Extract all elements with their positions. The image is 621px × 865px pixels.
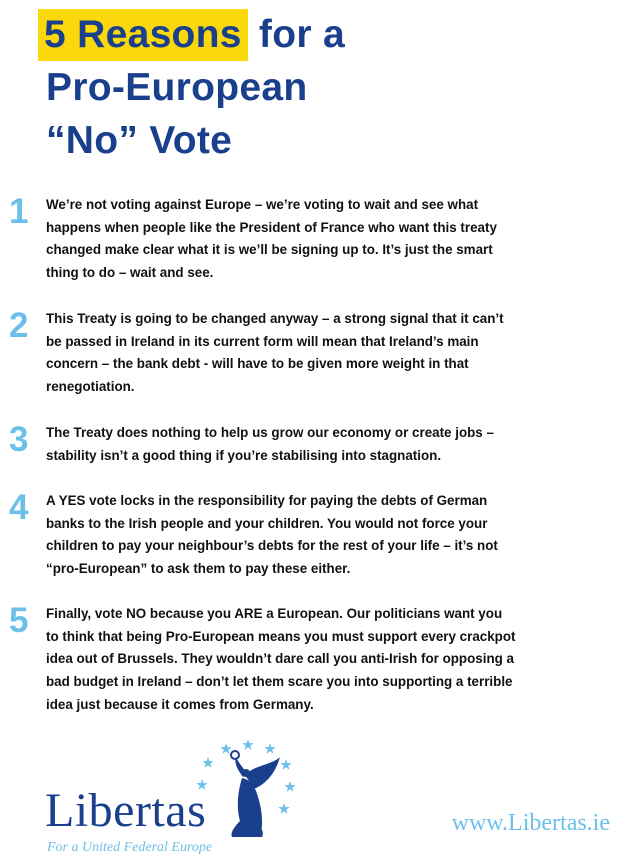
star-2 — [242, 739, 253, 750]
libertas-logo — [40, 735, 310, 860]
star-3 — [264, 743, 275, 754]
star-5 — [284, 781, 295, 792]
page-title — [46, 8, 345, 167]
title-line-1 — [46, 8, 345, 61]
reason-number: 2 — [9, 306, 29, 345]
reason-text: A YES vote locks in the responsibility for paying the debts of German banks to the Irish people and your children. You would not force your children to pay your neighbour’s debts for the rest of your life – it’s not “pro-European” to ask them to pay these either. — [46, 493, 498, 577]
winged-figure-icon — [231, 751, 280, 837]
reason-number: 1 — [9, 192, 29, 231]
reason-number: 3 — [9, 420, 29, 459]
title-line-1-rest: for a — [247, 13, 345, 56]
title-line-3: “No” Vote — [46, 119, 233, 162]
logo-wordmark: Libertas — [45, 784, 207, 837]
reason-number: 5 — [9, 601, 29, 640]
reason-text: We’re not voting against Europe – we’re voting to wait and see what happens when people like the President of France who want this treaty changed make clear what it is we’ll be signing up to. It’s just the smart thing to do – wait and see. — [46, 197, 497, 281]
star-7 — [202, 757, 213, 768]
title-line-2: Pro-European — [46, 66, 308, 109]
logo-tagline: For a United Federal Europe — [47, 840, 213, 855]
star-1 — [220, 743, 231, 754]
star-4 — [280, 759, 291, 770]
website-link[interactable]: www.Libertas.ie — [451, 810, 610, 836]
reason-text: Finally, vote NO because you ARE a European. Our politicians want you to think that being Pro-European means you must support every crackpot idea out of Brussels. They wouldn’t dare call you anti-Irish for opposing a bad budget in Ireland – don’t let them scare you into supporting a terrible idea just because it comes from Germany. — [46, 606, 516, 712]
reason-number: 4 — [9, 488, 29, 527]
reason-text: This Treaty is going to be changed anyway – a strong signal that it can’t be passed in Ireland in its current form will mean that Ireland’s main concern – the bank debt - will have to be given more weight in that renegotiation. — [46, 311, 504, 395]
reason-text: The Treaty does nothing to help us grow our economy or create jobs – stability isn’t a good thing if you’re stabilising into stagnation. — [46, 425, 494, 463]
title-highlight: 5 Reasons — [38, 9, 248, 61]
star-6 — [278, 803, 289, 814]
